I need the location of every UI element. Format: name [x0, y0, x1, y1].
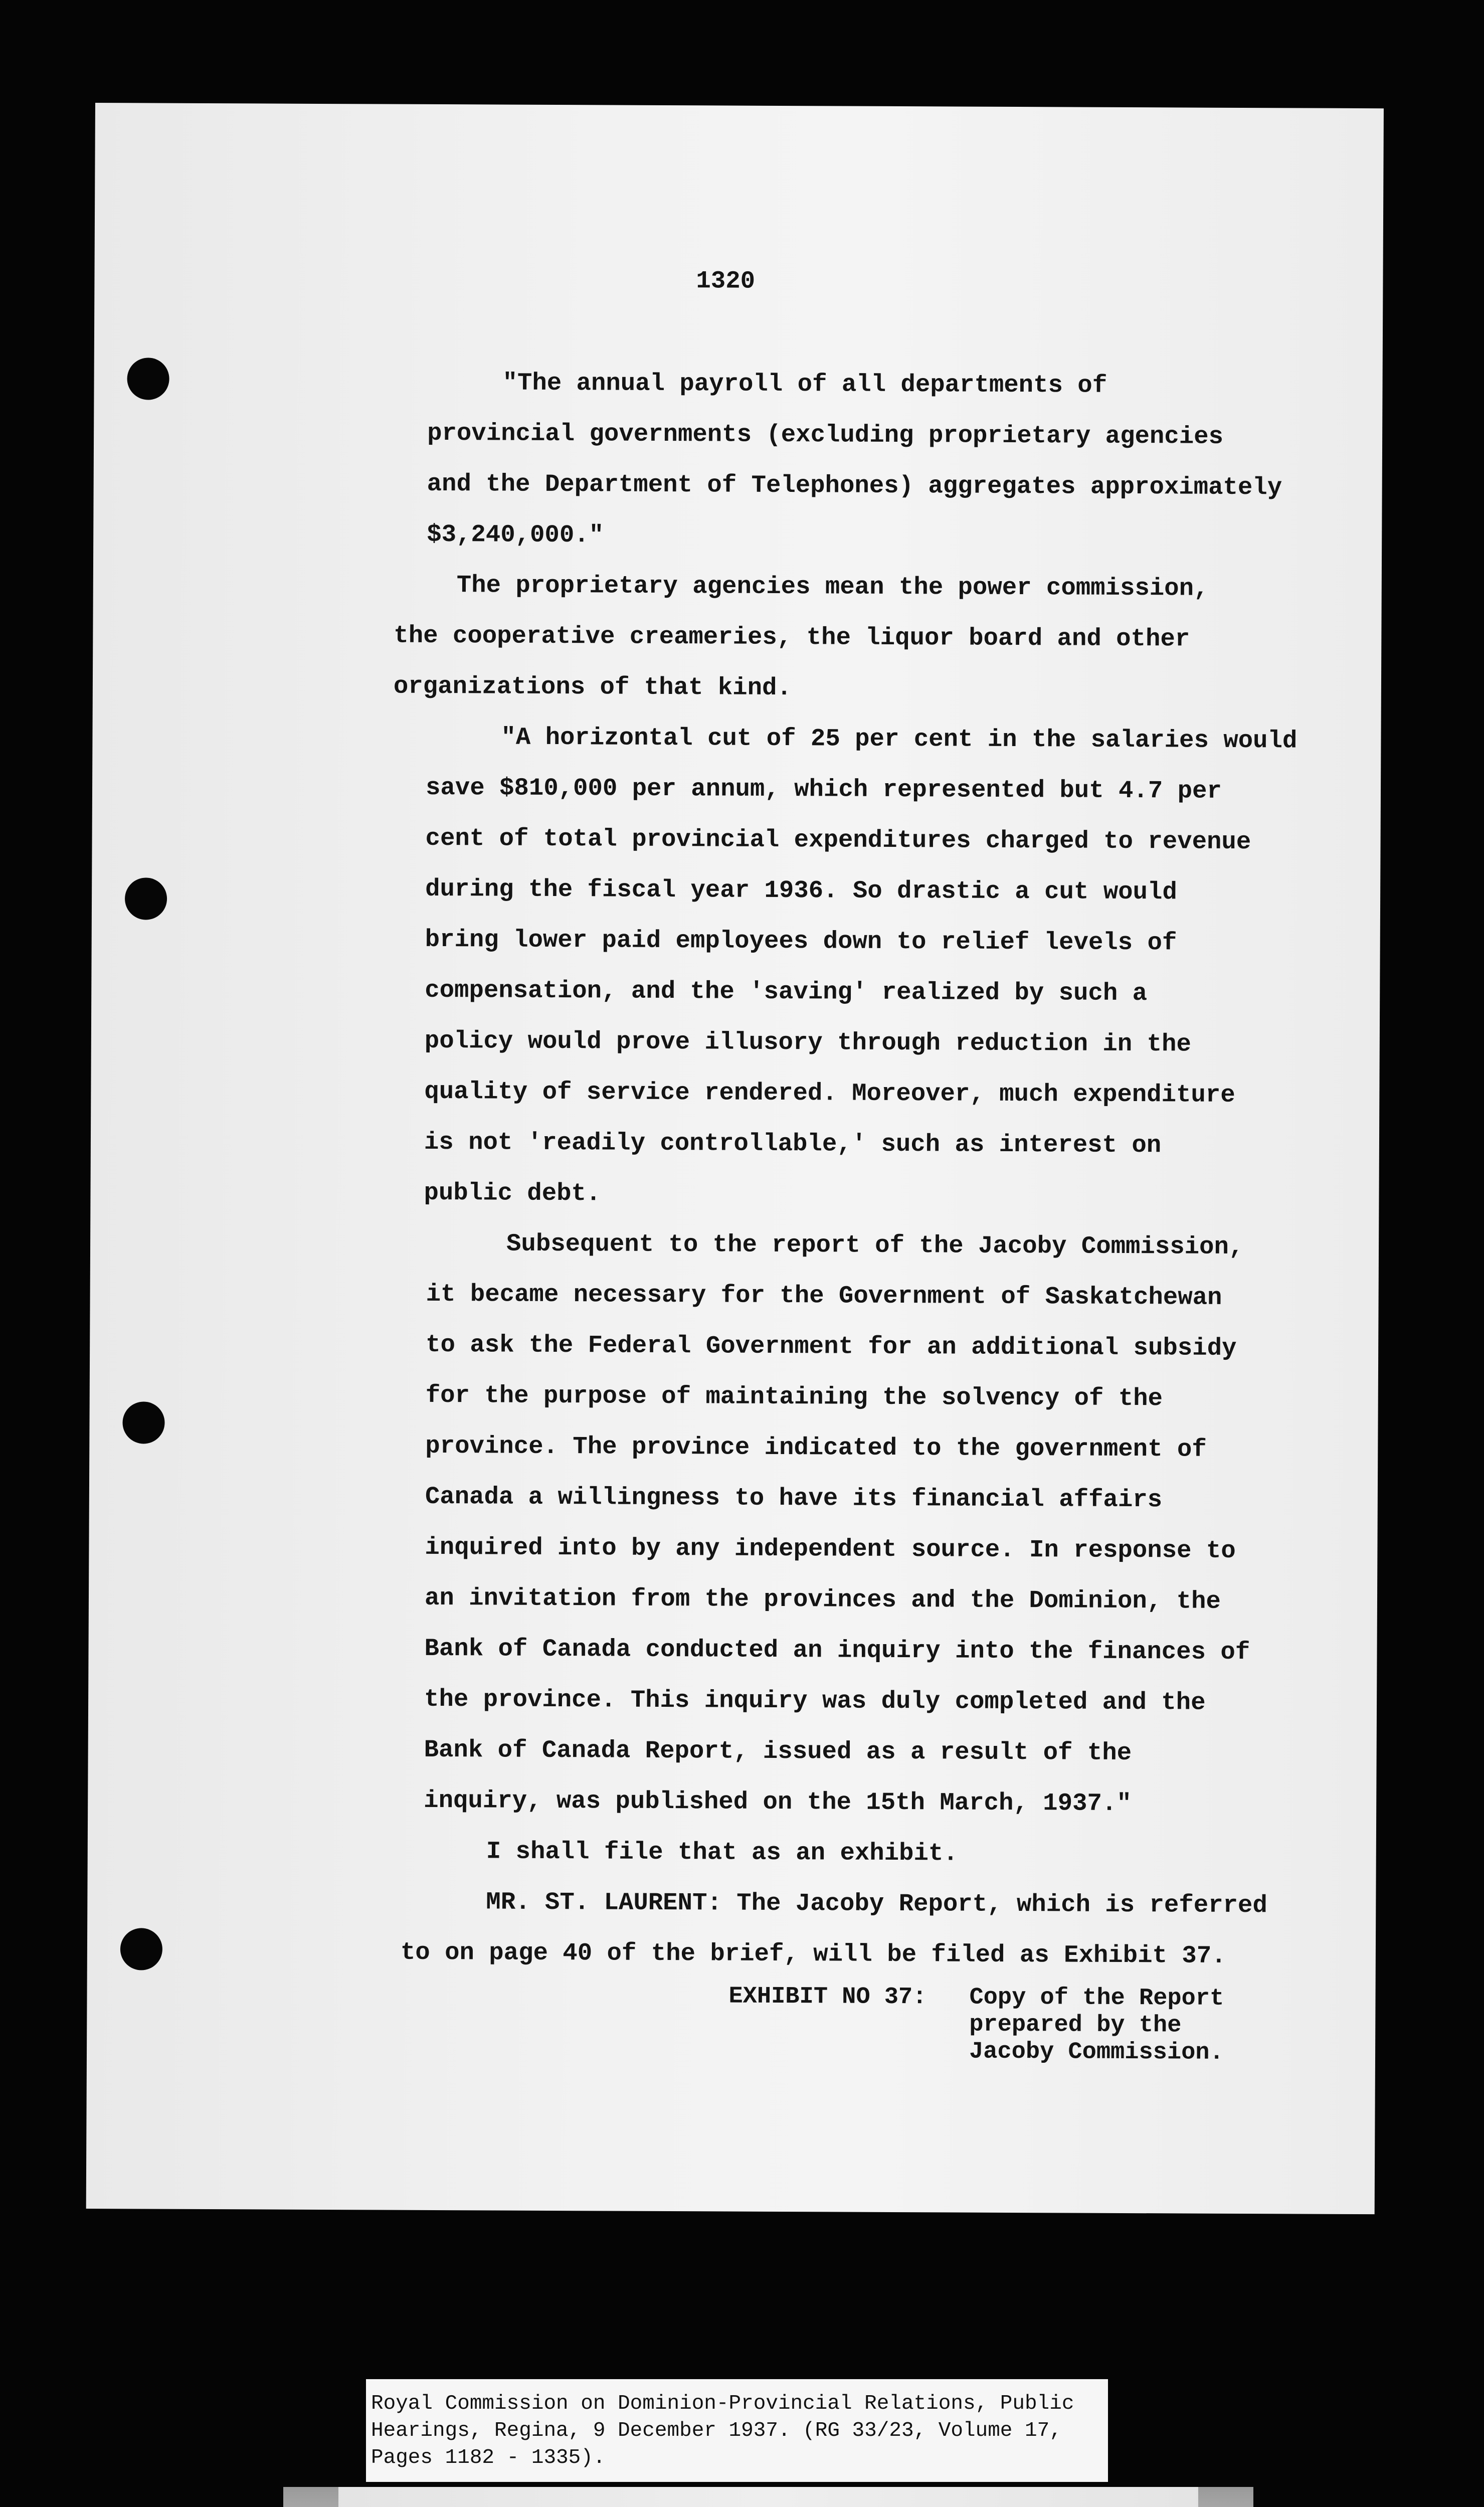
- text-line: "A horizontal cut of 25 per cent in the salaries would: [501, 723, 1297, 755]
- exhibit-description-line: Jacoby Commission.: [969, 2038, 1224, 2066]
- exhibit-description-line: prepared by the: [969, 2011, 1182, 2039]
- text-line: bring lower paid employees down to relief levels of: [425, 925, 1177, 957]
- text-line: save $810,000 per annum, which represented but 4.7 per: [425, 773, 1222, 805]
- text-line: MR. ST. LAURENT: The Jacoby Report, which is referred: [486, 1888, 1267, 1920]
- text-line: "The annual payroll of all departments of: [502, 369, 1107, 400]
- text-line: public debt.: [424, 1178, 601, 1208]
- text-line: cent of total provincial expenditures charged to revenue: [425, 824, 1251, 856]
- text-line: the cooperative creameries, the liquor board and other: [394, 621, 1190, 653]
- document-page: [86, 103, 1384, 2214]
- binder-hole: [122, 1401, 164, 1444]
- text-line: Canada a willingness to have its financial affairs: [425, 1482, 1163, 1514]
- archives-stamp: [283, 2487, 1253, 2507]
- text-line: for the purpose of maintaining the solvency of the: [425, 1381, 1163, 1413]
- caption-line: Hearings, Regina, 9 December 1937. (RG 33/23, Volume 17,: [371, 2419, 1062, 2442]
- text-line: I shall file that as an exhibit.: [486, 1837, 958, 1868]
- text-line: is not 'readily controllable,' such as interest on: [424, 1128, 1162, 1160]
- text-line: The proprietary agencies mean the power commission,: [456, 571, 1209, 603]
- text-line: organizations of that kind.: [393, 672, 792, 702]
- text-line: to ask the Federal Government for an additional subsidy: [426, 1330, 1237, 1362]
- text-line: policy would prove illusory through reduction in the: [424, 1026, 1192, 1058]
- caption-line: Pages 1182 - 1335).: [371, 2446, 606, 2469]
- archive-caption: [366, 2379, 1108, 2482]
- text-line: compensation, and the 'saving' realized by such a: [425, 976, 1148, 1008]
- caption-line: Royal Commission on Dominion-Provincial Relations, Public: [371, 2392, 1074, 2415]
- text-line: during the fiscal year 1936. So drastic a cut would: [425, 874, 1177, 907]
- text-line: province. The province indicated to the government of: [425, 1431, 1207, 1464]
- text-line: quality of service rendered. Moreover, much expenditure: [424, 1077, 1235, 1109]
- text-line: inquiry, was published on the 15th March, 1937.": [424, 1786, 1132, 1818]
- text-line: Subsequent to the report of the Jacoby Commission,: [506, 1229, 1244, 1262]
- text-line: to on page 40 of the brief, will be filed as Exhibit 37.: [400, 1938, 1226, 1970]
- exhibit-description-line: Copy of the Report: [969, 1984, 1224, 2012]
- text-line: Bank of Canada conducted an inquiry into the finances of: [424, 1634, 1250, 1667]
- text-line: provincial governments (excluding proprietary agencies: [427, 419, 1224, 451]
- stamp-edge: [283, 2487, 338, 2507]
- text-line: inquired into by any independent source. In response to: [425, 1533, 1236, 1565]
- text-line: the province. This inquiry was duly completed and the: [424, 1685, 1206, 1717]
- binder-hole: [127, 357, 169, 400]
- binder-hole: [120, 1928, 162, 1970]
- text-line: $3,240,000.": [427, 520, 604, 550]
- text-line: an invitation from the provinces and the Dominion, the: [424, 1583, 1221, 1616]
- stamp-edge: [1198, 2487, 1253, 2507]
- text-line: it became necessary for the Government of Saskatchewan: [426, 1280, 1222, 1312]
- page-number: 1320: [696, 267, 756, 295]
- text-line: Bank of Canada Report, issued as a result of the: [424, 1735, 1132, 1767]
- exhibit-label: EXHIBIT NO 37:: [728, 1983, 927, 2011]
- text-line: and the Department of Telephones) aggregates approximately: [427, 469, 1282, 502]
- binder-hole: [125, 877, 167, 920]
